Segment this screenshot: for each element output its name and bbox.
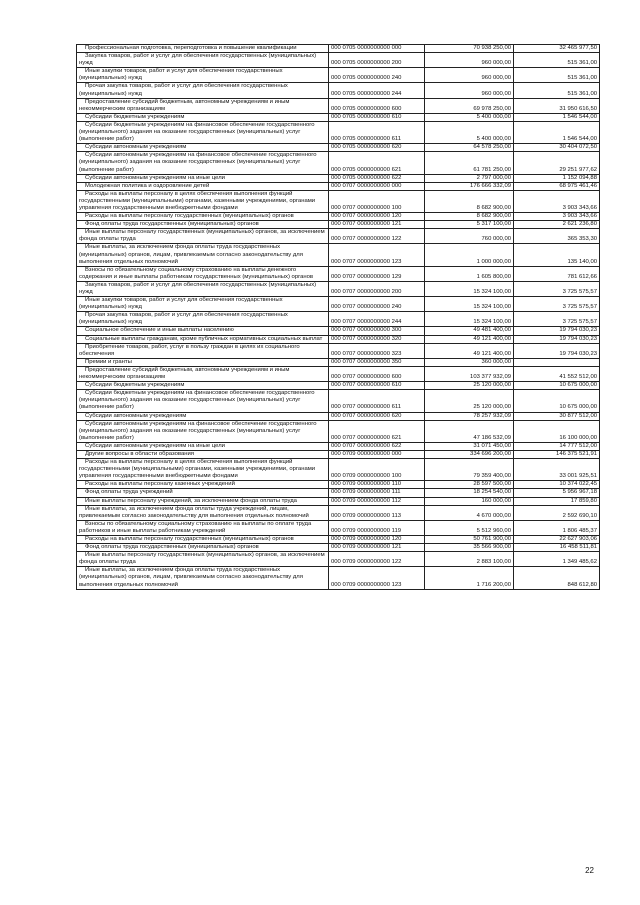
row-fact-amount-cell: 781 612,66 [514,266,600,281]
row-code-cell: 000 0707 0000000000 620 [329,412,425,420]
table-row [77,505,600,520]
row-name-text: Иные выплаты, за исключением фонда оплаты труда учреждений, лицам, привлекаемым согласно законодательству для выполнения отдельных полномочий [79,505,309,519]
row-code-cell: 000 0705 0000000000 244 [329,83,425,98]
row-fact-amount-cell: 3 903 343,66 [514,213,600,221]
table-row [77,497,600,505]
table-row [77,229,600,244]
row-name-cell [77,98,329,113]
row-name-cell [77,229,329,244]
row-name-text: Субсидии бюджетным учреждениям [85,113,185,120]
row-plan-amount-cell: 15 324 100,00 [425,297,514,312]
table-row [77,335,600,343]
row-fact-amount-cell [514,358,600,366]
table-row [77,481,600,489]
table-row [77,45,600,53]
row-code-cell: 000 0705 0000000000 620 [329,144,425,152]
row-name-cell [77,335,329,343]
row-name-cell [77,358,329,366]
row-name-cell [77,481,329,489]
table-row [77,152,600,174]
table-row [77,113,600,121]
row-fact-amount-cell: 1 546 544,00 [514,113,600,121]
table-row [77,552,600,567]
row-name-text: Закупка товаров, работ и услуг для обеспечения государственных (муниципальных) нужд [79,281,317,295]
row-name-text: Субсидии бюджетным учреждениям на финансовое обеспечение государственного (муниципального) задания на оказание государственных (муниципальных) услуг (выполнение работ) [79,390,315,411]
row-code-cell: 000 0705 0000000000 200 [329,53,425,68]
row-code-cell: 000 0709 0000000000 100 [329,459,425,481]
row-name-text: Субсидии бюджетным учреждениям [85,382,185,389]
row-name-cell [77,497,329,505]
row-name-text: Предоставление субсидий бюджетным, автономным учреждениям и иным некоммерческим организациям [79,98,290,112]
row-fact-amount-cell: 17 859,80 [514,497,600,505]
row-code-cell: 000 0709 0000000000 122 [329,552,425,567]
row-name-cell [77,450,329,458]
row-fact-amount-cell: 10 675 000,00 [514,390,600,412]
row-fact-amount-cell: 22 627 903,06 [514,536,600,544]
row-code-cell: 000 0709 0000000000 119 [329,520,425,535]
row-code-cell: 000 0709 0000000000 123 [329,567,425,589]
row-name-cell [77,489,329,497]
row-plan-amount-cell: 47 186 532,09 [425,420,514,442]
row-code-cell: 000 0707 0000000000 200 [329,281,425,296]
row-code-cell: 000 0707 0000000000 300 [329,327,425,335]
row-fact-amount-cell: 3 725 575,57 [514,297,600,312]
row-plan-amount-cell: 79 359 400,00 [425,459,514,481]
row-plan-amount-cell: 5 317 100,00 [425,221,514,229]
table-row [77,420,600,442]
row-name-text: Субсидии бюджетным учреждениям на финансовое обеспечение государственного (муниципального) задания на оказание государственных (муниципальных) услуг (выполнение работ) [79,121,315,143]
row-fact-amount-cell: 41 552 512,00 [514,366,600,381]
row-name-cell [77,152,329,174]
row-code-cell: 000 0709 0000000000 121 [329,544,425,552]
table-row [77,68,600,83]
table-row [77,343,600,358]
row-name-cell [77,552,329,567]
row-code-cell: 000 0709 0000000000 113 [329,505,425,520]
row-name-text: Субсидии автономным учреждениям на иные цели [85,442,225,449]
row-plan-amount-cell: 5 400 000,00 [425,113,514,121]
table-row [77,536,600,544]
row-name-cell [77,53,329,68]
table-row [77,266,600,281]
row-code-cell: 000 0705 0000000000 240 [329,68,425,83]
row-name-cell [77,343,329,358]
row-plan-amount-cell: 15 324 100,00 [425,312,514,327]
table-row [77,544,600,552]
table-row [77,98,600,113]
table-row [77,297,600,312]
row-code-cell: 000 0707 0000000000 123 [329,244,425,266]
row-name-cell [77,45,329,53]
row-plan-amount-cell: 760 000,00 [425,229,514,244]
row-name-cell [77,121,329,143]
row-fact-amount-cell: 68 975 461,46 [514,182,600,190]
table-row [77,244,600,266]
row-name-cell [77,312,329,327]
row-code-cell: 000 0707 0000000000 600 [329,366,425,381]
row-fact-amount-cell: 515 361,00 [514,53,600,68]
table-row [77,121,600,143]
row-fact-amount-cell: 16 100 000,00 [514,420,600,442]
row-code-cell: 000 0707 0000000000 350 [329,358,425,366]
row-fact-amount-cell: 33 001 925,51 [514,459,600,481]
row-plan-amount-cell: 25 120 000,00 [425,382,514,390]
row-name-text: Иные выплаты персоналу государственных (муниципальных) органов, за исключением фонда оплаты труда [79,229,325,243]
row-fact-amount-cell: 3 725 575,57 [514,312,600,327]
row-plan-amount-cell: 35 566 900,00 [425,544,514,552]
row-plan-amount-cell: 1 716 200,00 [425,567,514,589]
row-name-text: Прочая закупка товаров, работ и услуг для обеспечения государственных (муниципальных) нужд [79,83,288,97]
row-code-cell: 000 0707 0000000000 240 [329,297,425,312]
row-code-cell: 000 0707 0000000000 121 [329,221,425,229]
row-name-text: Расходы на выплаты персоналу государственных (муниципальных) органов [85,536,294,542]
row-name-text: Иные выплаты, за исключением фонда оплаты труда государственных (муниципальных) органов, лицам, привлекаемым согласно законодательству для выполнения отдельных полномочий [79,567,303,588]
row-name-text: Иные выплаты персоналу государственных (муниципальных) органов, за исключением фонда оплаты труда [79,552,325,566]
row-code-cell: 000 0707 0000000000 621 [329,420,425,442]
row-name-text: Другие вопросы в области образования [85,450,194,457]
row-plan-amount-cell: 8 682 900,00 [425,213,514,221]
row-plan-amount-cell: 49 481 400,00 [425,327,514,335]
table-row [77,520,600,535]
row-name-cell [77,459,329,481]
row-plan-amount-cell: 1 605 800,00 [425,266,514,281]
row-code-cell: 000 0707 0000000000 323 [329,343,425,358]
row-name-text: Профессиональная подготовка, переподготовка и повышение квалификации [85,45,297,51]
table-row [77,382,600,390]
row-name-text: Иные закупки товаров, работ и услуг для обеспечения государственных (муниципальных) нужд [79,68,283,82]
row-name-text: Фонд оплаты труда государственных (муниципальных) органов [85,544,259,551]
row-plan-amount-cell: 103 377 932,09 [425,366,514,381]
row-name-text: Субсидии автономным учреждениям на финансовое обеспечение государственного (муниципального) задания на оказание государственных (муниципальных) услуг (выполнение работ) [79,152,317,173]
row-code-cell: 000 0709 0000000000 110 [329,481,425,489]
row-fact-amount-cell: 19 794 030,23 [514,335,600,343]
row-fact-amount-cell: 19 794 030,23 [514,343,600,358]
row-name-text: Взносы по обязательному социальному страхованию на выплаты денежного содержания и иные выплаты работникам государственных (муниципальных) органов [79,266,314,280]
table-row [77,489,600,497]
row-code-cell: 000 0705 0000000000 600 [329,98,425,113]
row-fact-amount-cell: 515 361,00 [514,68,600,83]
row-name-text: Прочая закупка товаров, работ и услуг для обеспечения государственных (муниципальных) нужд [79,312,288,326]
row-name-cell [77,505,329,520]
row-code-cell: 000 0707 0000000000 129 [329,266,425,281]
row-plan-amount-cell: 4 670 000,00 [425,505,514,520]
row-plan-amount-cell: 31 071 450,00 [425,442,514,450]
row-plan-amount-cell: 50 761 900,00 [425,536,514,544]
row-name-cell [77,297,329,312]
row-code-cell: 000 0709 0000000000 112 [329,497,425,505]
row-name-text: Расходы на выплаты персоналу казенных учреждений [85,481,235,488]
row-name-text: Субсидии автономным учреждениям на финансовое обеспечение государственного (муниципального) задания на оказание государственных (муниципальных) услуг (выполнение работ) [79,420,317,441]
budget-report-sheet [76,44,599,590]
row-plan-amount-cell: 5 400 000,00 [425,121,514,143]
row-name-cell [77,182,329,190]
row-name-cell [77,244,329,266]
row-name-cell [77,366,329,381]
row-fact-amount-cell: 14 777 512,00 [514,442,600,450]
row-plan-amount-cell: 8 682 900,00 [425,190,514,212]
row-fact-amount-cell: 2 592 690,10 [514,505,600,520]
row-plan-amount-cell: 5 512 960,00 [425,520,514,535]
page-number: 22 [585,866,594,875]
row-plan-amount-cell: 960 000,00 [425,53,514,68]
row-code-cell: 000 0705 0000000000 622 [329,174,425,182]
row-fact-amount-cell: 515 361,00 [514,83,600,98]
row-code-cell: 000 0707 0000000000 122 [329,229,425,244]
row-code-cell: 000 0707 0000000000 610 [329,382,425,390]
row-code-cell: 000 0707 0000000000 244 [329,312,425,327]
table-row [77,312,600,327]
row-name-cell [77,213,329,221]
table-row [77,459,600,481]
row-plan-amount-cell: 49 121 400,00 [425,343,514,358]
table-row [77,390,600,412]
row-name-cell [77,382,329,390]
row-code-cell: 000 0709 0000000000 120 [329,536,425,544]
row-fact-amount-cell: 2 621 236,80 [514,221,600,229]
row-code-cell: 000 0707 0000000000 000 [329,182,425,190]
row-plan-amount-cell: 360 000,00 [425,358,514,366]
row-name-text: Предоставление субсидий бюджетным, автономным учреждениям и иным некоммерческим организациям [79,366,290,381]
row-fact-amount-cell: 1 349 485,62 [514,552,600,567]
row-name-text: Премии и гранты [85,358,132,365]
row-fact-amount-cell: 29 251 977,62 [514,152,600,174]
row-name-cell [77,520,329,535]
row-name-text: Приобретение товаров, работ, услуг в пользу граждан в целях их социального обеспечения [79,343,300,357]
row-fact-amount-cell: 848 612,80 [514,567,600,589]
expenditure-table [76,44,600,590]
row-name-cell [77,190,329,212]
row-fact-amount-cell: 30 404 072,50 [514,144,600,152]
row-plan-amount-cell: 61 781 250,00 [425,152,514,174]
row-name-text: Молодежная политика и оздоровление детей [85,182,210,189]
row-name-text: Расходы на выплаты персоналу государственных (муниципальных) органов [85,213,294,220]
row-code-cell: 000 0707 0000000000 120 [329,213,425,221]
row-name-text: Иные выплаты, за исключением фонда оплаты труда государственных (муниципальных) органов, лицам, привлекаемым согласно законодательству для выполнения отдельных полномочий [79,244,303,265]
row-code-cell: 000 0707 0000000000 622 [329,442,425,450]
row-fact-amount-cell: 32 465 977,50 [514,45,600,53]
table-row [77,450,600,458]
row-plan-amount-cell: 64 578 250,00 [425,144,514,152]
row-code-cell: 000 0707 0000000000 100 [329,190,425,212]
row-fact-amount-cell: 3 903 343,66 [514,190,600,212]
table-row [77,182,600,190]
row-plan-amount-cell: 69 978 250,00 [425,98,514,113]
row-plan-amount-cell: 18 254 540,00 [425,489,514,497]
row-fact-amount-cell: 10 374 022,45 [514,481,600,489]
row-plan-amount-cell: 78 257 932,09 [425,412,514,420]
row-fact-amount-cell: 5 956 967,18 [514,489,600,497]
row-name-cell [77,420,329,442]
row-plan-amount-cell: 1 000 000,00 [425,244,514,266]
row-name-text: Социальные выплаты гражданам, кроме публичных нормативных социальных выплат [85,335,323,342]
row-fact-amount-cell: 135 140,00 [514,244,600,266]
table-row [77,213,600,221]
row-fact-amount-cell: 3 725 575,57 [514,281,600,296]
row-fact-amount-cell: 30 877 512,00 [514,412,600,420]
row-code-cell: 000 0705 0000000000 621 [329,152,425,174]
row-name-cell [77,442,329,450]
row-name-text: Иные выплаты персоналу учреждений, за исключением фонда оплаты труда [85,497,297,504]
table-row [77,358,600,366]
row-name-text: Субсидии автономным учреждениям на иные цели [85,174,225,181]
row-name-text: Расходы на выплаты персоналу в целях обеспечения выполнения функций государственными (муниципальными) органами, казенными учреждениями, органами управления государственными внебюджетными фондами [79,190,316,211]
row-name-cell [77,567,329,589]
row-plan-amount-cell: 28 597 500,00 [425,481,514,489]
table-row [77,190,600,212]
row-name-cell [77,174,329,182]
table-row [77,442,600,450]
row-name-cell [77,83,329,98]
row-fact-amount-cell: 1 546 544,00 [514,121,600,143]
table-row [77,144,600,152]
row-plan-amount-cell: 2 797 000,00 [425,174,514,182]
table-row [77,327,600,335]
row-plan-amount-cell: 334 696 200,00 [425,450,514,458]
row-plan-amount-cell: 70 938 250,00 [425,45,514,53]
row-fact-amount-cell: 16 458 511,81 [514,544,600,552]
row-fact-amount-cell: 146 375 521,91 [514,450,600,458]
row-code-cell: 000 0705 0000000000 610 [329,113,425,121]
row-plan-amount-cell: 25 120 000,00 [425,390,514,412]
row-plan-amount-cell: 176 666 332,09 [425,182,514,190]
row-code-cell: 000 0709 0000000000 000 [329,450,425,458]
row-name-text: Фонд оплаты труда учреждений [85,489,173,496]
table-row [77,174,600,182]
row-code-cell: 000 0709 0000000000 111 [329,489,425,497]
table-row [77,567,600,589]
table-row [77,53,600,68]
row-fact-amount-cell: 19 794 030,23 [514,327,600,335]
row-plan-amount-cell: 960 000,00 [425,68,514,83]
row-code-cell: 000 0707 0000000000 320 [329,335,425,343]
row-code-cell: 000 0705 0000000000 000 [329,45,425,53]
table-row [77,221,600,229]
row-fact-amount-cell: 31 950 616,50 [514,98,600,113]
row-name-cell [77,266,329,281]
row-name-cell [77,144,329,152]
row-fact-amount-cell: 10 675 000,00 [514,382,600,390]
row-name-cell [77,68,329,83]
row-plan-amount-cell: 2 883 100,00 [425,552,514,567]
row-plan-amount-cell: 960 000,00 [425,83,514,98]
row-name-cell [77,281,329,296]
row-plan-amount-cell: 160 000,00 [425,497,514,505]
row-name-text: Иные закупки товаров, работ и услуг для обеспечения государственных (муниципальных) нужд [79,297,283,311]
row-fact-amount-cell: 365 353,30 [514,229,600,244]
row-code-cell: 000 0707 0000000000 611 [329,390,425,412]
row-name-cell [77,221,329,229]
table-row [77,366,600,381]
row-name-cell [77,113,329,121]
table-row [77,412,600,420]
row-name-text: Закупка товаров, работ и услуг для обеспечения государственных (муниципальных) нужд [79,53,317,67]
row-name-cell [77,390,329,412]
table-row [77,83,600,98]
row-name-text: Субсидии автономным учреждениям [85,412,187,419]
row-name-cell [77,536,329,544]
row-name-text: Социальное обеспечение и иные выплаты населению [85,327,234,334]
table-row [77,281,600,296]
row-code-cell: 000 0705 0000000000 611 [329,121,425,143]
row-name-text: Расходы на выплаты персоналу в целях обеспечения выполнения функций государственными (муниципальными) органами, казенными учреждениями, органами управления государственными внебюджетными фондами [79,459,316,480]
row-plan-amount-cell: 49 121 400,00 [425,335,514,343]
row-name-cell [77,412,329,420]
row-name-text: Субсидии автономным учреждениям [85,144,187,151]
expenditure-table-body [77,45,600,590]
row-fact-amount-cell: 1 152 094,88 [514,174,600,182]
row-fact-amount-cell: 1 806 485,37 [514,520,600,535]
row-name-cell [77,544,329,552]
row-plan-amount-cell: 15 324 100,00 [425,281,514,296]
row-name-text: Фонд оплаты труда государственных (муниципальных) органов [85,221,259,228]
row-name-text: Взносы по обязательному социальному страхованию на выплаты по оплате труда работников и иные выплаты работникам учреждений [79,520,312,534]
row-name-cell [77,327,329,335]
